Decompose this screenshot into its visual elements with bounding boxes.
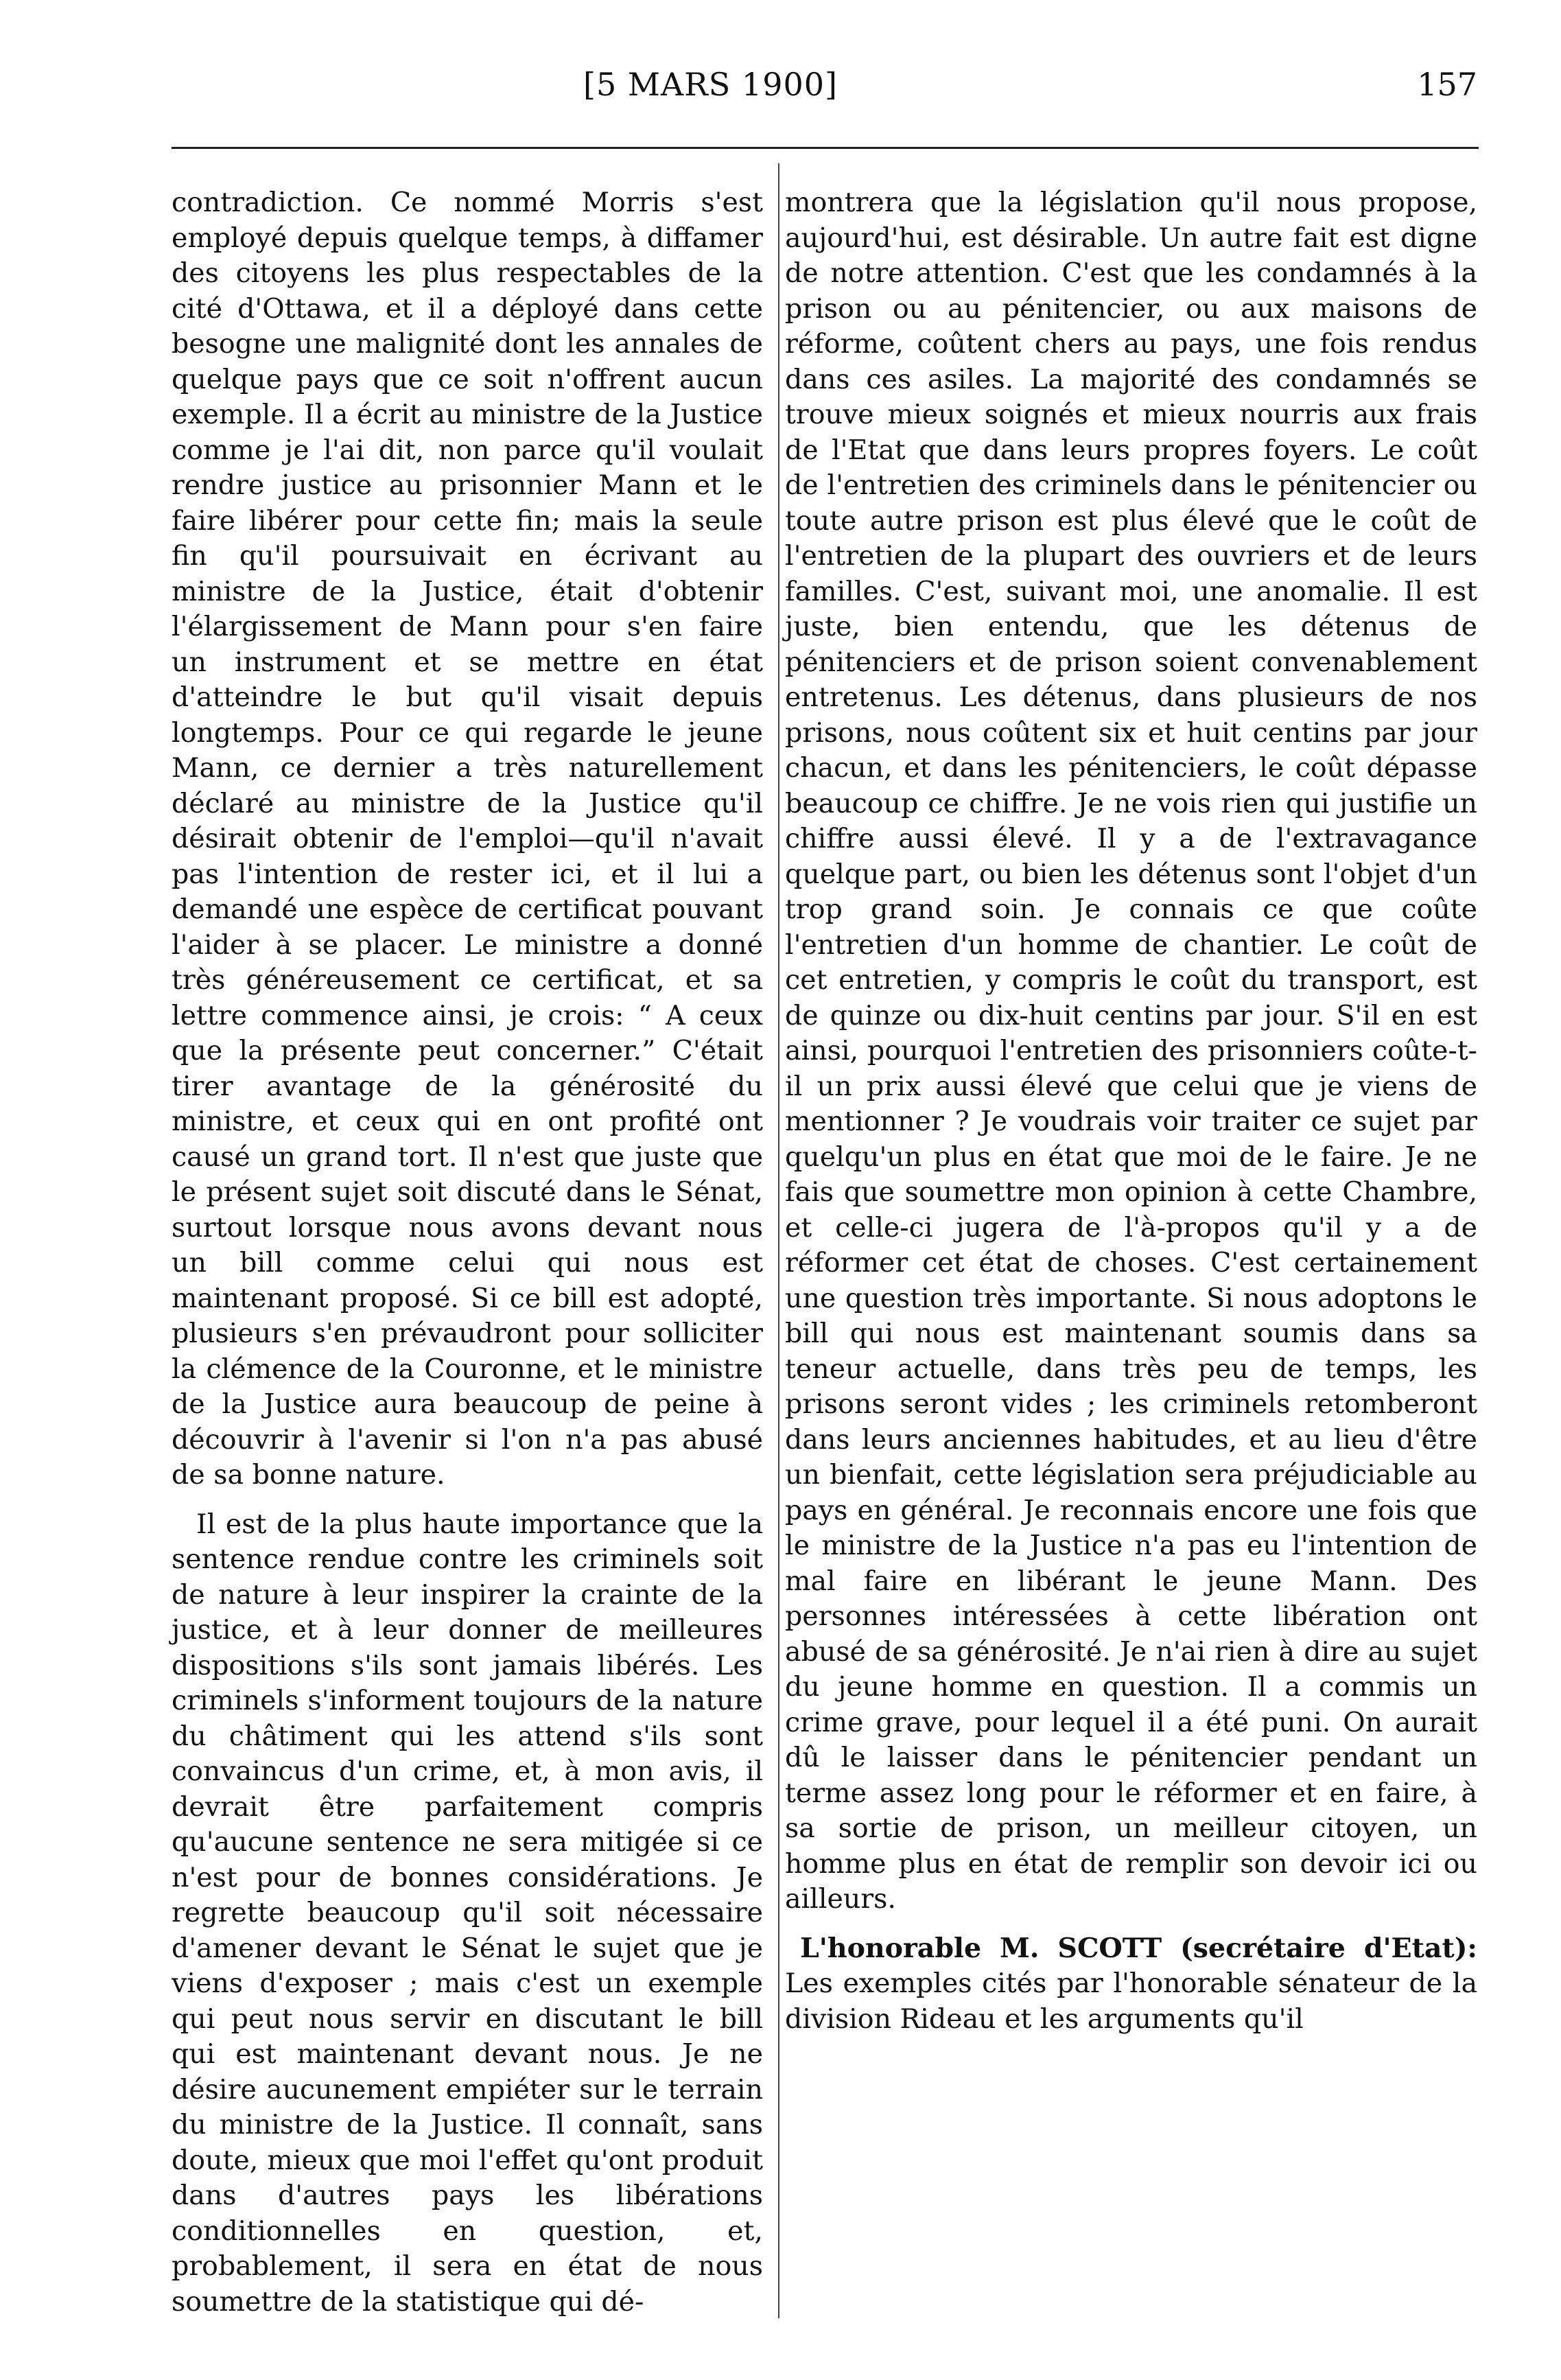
right-column — [785, 185, 1477, 2037]
page-number: 157 — [1417, 66, 1477, 103]
left-paragraph-1: contradiction. Ce nommé Morris s'est employé depuis quelque temps, à diffamer des citoyens les plus respectables de la cité d'Ottawa, et il a déployé dans cette besogne une malignité dont les annales de quelque pays que ce soit n'offrent aucun exemple. Il a écrit au ministre de la Justice comme je l'ai dit, non parce qu'il voulait rendre justice au prisonnier Mann et le faire libérer pour cette fin; mais la seule fin qu'il poursuivait en écrivant au ministre de la Justice, était d'obtenir l'élargissement de Mann pour s'en faire un instrument et se mettre en état d'atteindre le but qu'il visait depuis longtemps. Pour ce qui regarde le jeune Mann, ce dernier a très naturellement déclaré au ministre de la Justice qu'il désirait obtenir de l'emploi—qu'il n'avait pas l'intention de rester ici, et il lui a demandé une espèce de certificat pouvant l'aider à se placer. Le ministre a donné très généreusement ce certificat, et sa lettre commence ainsi, je crois: “ A ceux que la présente peut concerner.” C'était tirer avantage de la générosité du ministre, et ceux qui en ont profité ont causé un grand tort. Il n'est que juste que le présent sujet soit discuté dans le Sénat, surtout lorsque nous avons devant nous un bill comme celui qui nous est maintenant proposé. Si ce bill est adopté, plusieurs s'en prévaudront pour solliciter la clémence de la Couronne, et le ministre de la Justice aura beaucoup de peine à découvrir à l'avenir si l'on n'a pas abusé de sa bonne nature. — [172, 187, 763, 1491]
left-paragraph-2: Il est de la plus haute importance que la sentence rendue contre les criminels soit de nature à leur inspirer la crainte de la justice, et à leur donner de meilleures dispositions s'ils sont jamais libérés. Les criminels s'informent toujours de la nature du châtiment qui les attend s'ils sont convaincus d'un crime, et, à mon avis, il devrait être parfaitement compris qu'aucune sentence ne sera mitigée si ce n'est pour de bonnes considérations. Je regrette beaucoup qu'il soit nécessaire d'amener devant le Sénat le sujet que je viens d'exposer ; mais c'est un exemple qui peut nous servir en discutant le bill qui est maintenant devant nous. Je ne désire aucunement empiéter sur le terrain du ministre de la Justice. Il connaît, sans doute, mieux que moi l'effet qu'ont produit dans d'autres pays les libérations conditionnelles en question, et, probablement, il sera en état de nous soumettre de la statistique qui dé- — [172, 1508, 763, 2318]
speaker-name: L'honorable M. SCOTT (secrétaire d'Etat): — [800, 1932, 1477, 1964]
right-paragraph-1: montrera que la législation qu'il nous propose, aujourd'hui, est désirable. Un autre fait est digne de notre attention. C'est que les condamnés à la prison ou au pénitencier, ou aux maisons de réforme, coûtent chers au pays, une fois rendus dans ces asiles. La majorité des condamnés se trouve mieux soignés et mieux nourris aux frais de l'Etat que dans leurs propres foyers. Le coût de l'entretien des criminels dans le pénitencier ou toute autre prison est plus élevé que le coût de l'entretien de la plupart des ouvriers et de leurs familles. C'est, suivant moi, une anomalie. Il est juste, bien entendu, que les détenus de pénitenciers et de prison soient convenablement entretenus. Les détenus, dans plusieurs de nos prisons, nous coûtent six et huit centins par jour chacun, et dans les pénitenciers, le coût dépasse beaucoup ce chiffre. Je ne vois rien qui justifie un chiffre aussi élevé. Il y a de l'extravagance quelque part, ou bien les détenus sont l'objet d'un trop grand soin. Je connais ce que coûte l'entretien d'un homme de chantier. Le coût de cet entretien, y compris le coût du transport, est de quinze ou dix-huit centins par jour. S'il en est ainsi, pourquoi l'entretien des prisonniers coûte-t-il un prix aussi élevé que celui que je viens de mentionner ? Je voudrais voir traiter ce sujet par quelqu'un plus en état que moi de le faire. Je ne fais que soumettre mon opinion à cette Chambre, et celle-ci jugera de l'à-propos qu'il y a de réformer cet état de choses. C'est certainement une question très importante. Si nous adoptons le bill qui nous est maintenant soumis dans sa teneur actuelle, dans très peu de temps, les prisons seront vides ; les criminels retomberont dans leurs anciennes habitudes, et au lieu d'être un bienfait, cette législation sera préjudiciable au pays en général. Je reconnais encore une fois que le ministre de la Justice n'a pas eu l'intention de mal faire en libérant le jeune Mann. Des personnes intéressées à cette libération ont abusé de sa générosité. Je n'ai rien à dire au sujet du jeune homme en question. Il a commis un crime grave, pour lequel il a été puni. On aurait dû le laisser dans le pénitencier pendant un terme assez long pour le réformer et en faire, à sa sortie de prison, un meilleur citoyen, un homme plus en état de remplir son devoir ici ou ailleurs. — [785, 187, 1477, 1915]
header-date: [5 MARS 1900] — [583, 66, 838, 103]
column-divider — [778, 163, 779, 2318]
left-column — [172, 185, 763, 2320]
header-rule — [172, 147, 1479, 149]
page-header — [0, 66, 1561, 121]
speaker-text: Les exemples cités par l'honorable sénateur de la division Rideau et les arguments qu'il — [785, 1968, 1477, 2035]
speaker-paragraph — [785, 1931, 1477, 2038]
